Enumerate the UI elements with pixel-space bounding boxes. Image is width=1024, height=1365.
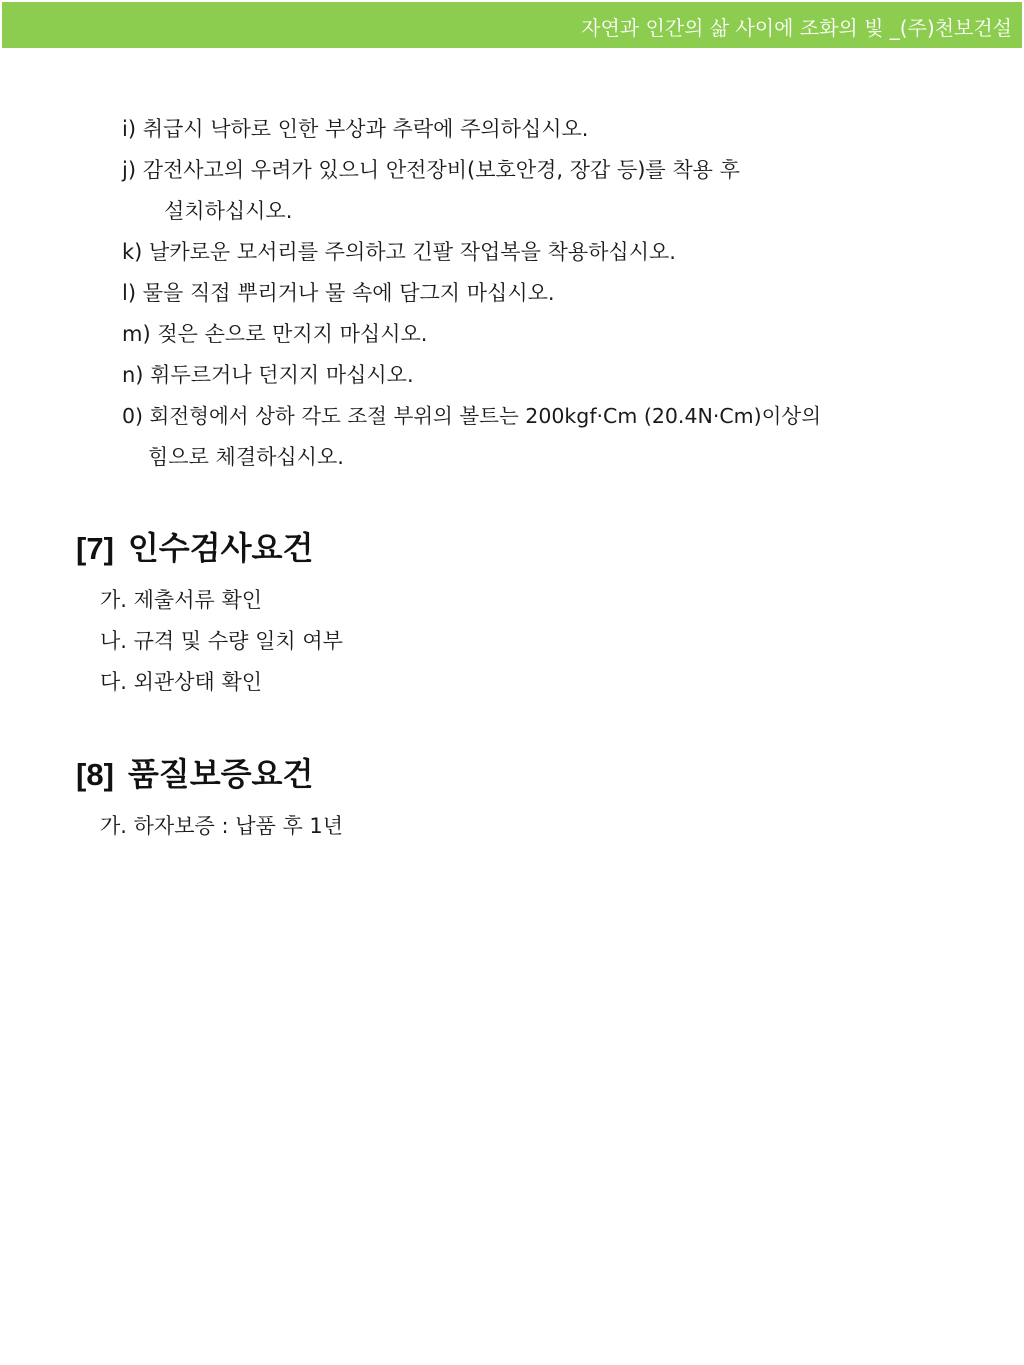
precaution-item: n) 휘두르거나 던지지 마십시오. <box>122 363 414 387</box>
section-7-heading <box>76 528 313 569</box>
precaution-item: i) 취급시 낙하로 인한 부상과 추락에 주의하십시오. <box>122 117 589 141</box>
section-7-item: 나. 규격 및 수량 일치 여부 <box>100 629 343 653</box>
banner-text: 자연과 인간의 삶 사이에 조화의 빛 _(주)천보건설 <box>581 16 1012 40</box>
section-8-heading <box>76 754 313 795</box>
precaution-continuation: 설치하십시오. <box>164 199 293 223</box>
section-8-number: [8] <box>76 757 114 792</box>
header-banner <box>2 2 1022 48</box>
section-7-item: 다. 외관상태 확인 <box>100 670 263 694</box>
precaution-item: j) 감전사고의 우려가 있으니 안전장비(보호안경, 장갑 등)를 착용 후 <box>122 158 740 182</box>
precaution-item: k) 날카로운 모서리를 주의하고 긴팔 작업복을 착용하십시오. <box>122 240 676 264</box>
section-7-number: [7] <box>76 531 114 566</box>
precaution-continuation: 힘으로 체결하십시오. <box>148 445 344 469</box>
section-8-title: 품질보증요건 <box>127 755 314 793</box>
precaution-item: 0) 회전형에서 상하 각도 조절 부위의 볼트는 200kgf·Cm (20.4N·Cm)이상의 <box>122 404 822 428</box>
precaution-item: m) 젖은 손으로 만지지 마십시오. <box>122 322 428 346</box>
section-7-title: 인수검사요건 <box>127 529 314 567</box>
section-8-item: 가. 하자보증 : 납품 후 1년 <box>100 814 344 838</box>
precaution-item: l) 물을 직접 뿌리거나 물 속에 담그지 마십시오. <box>122 281 555 305</box>
section-7-item: 가. 제출서류 확인 <box>100 588 263 612</box>
